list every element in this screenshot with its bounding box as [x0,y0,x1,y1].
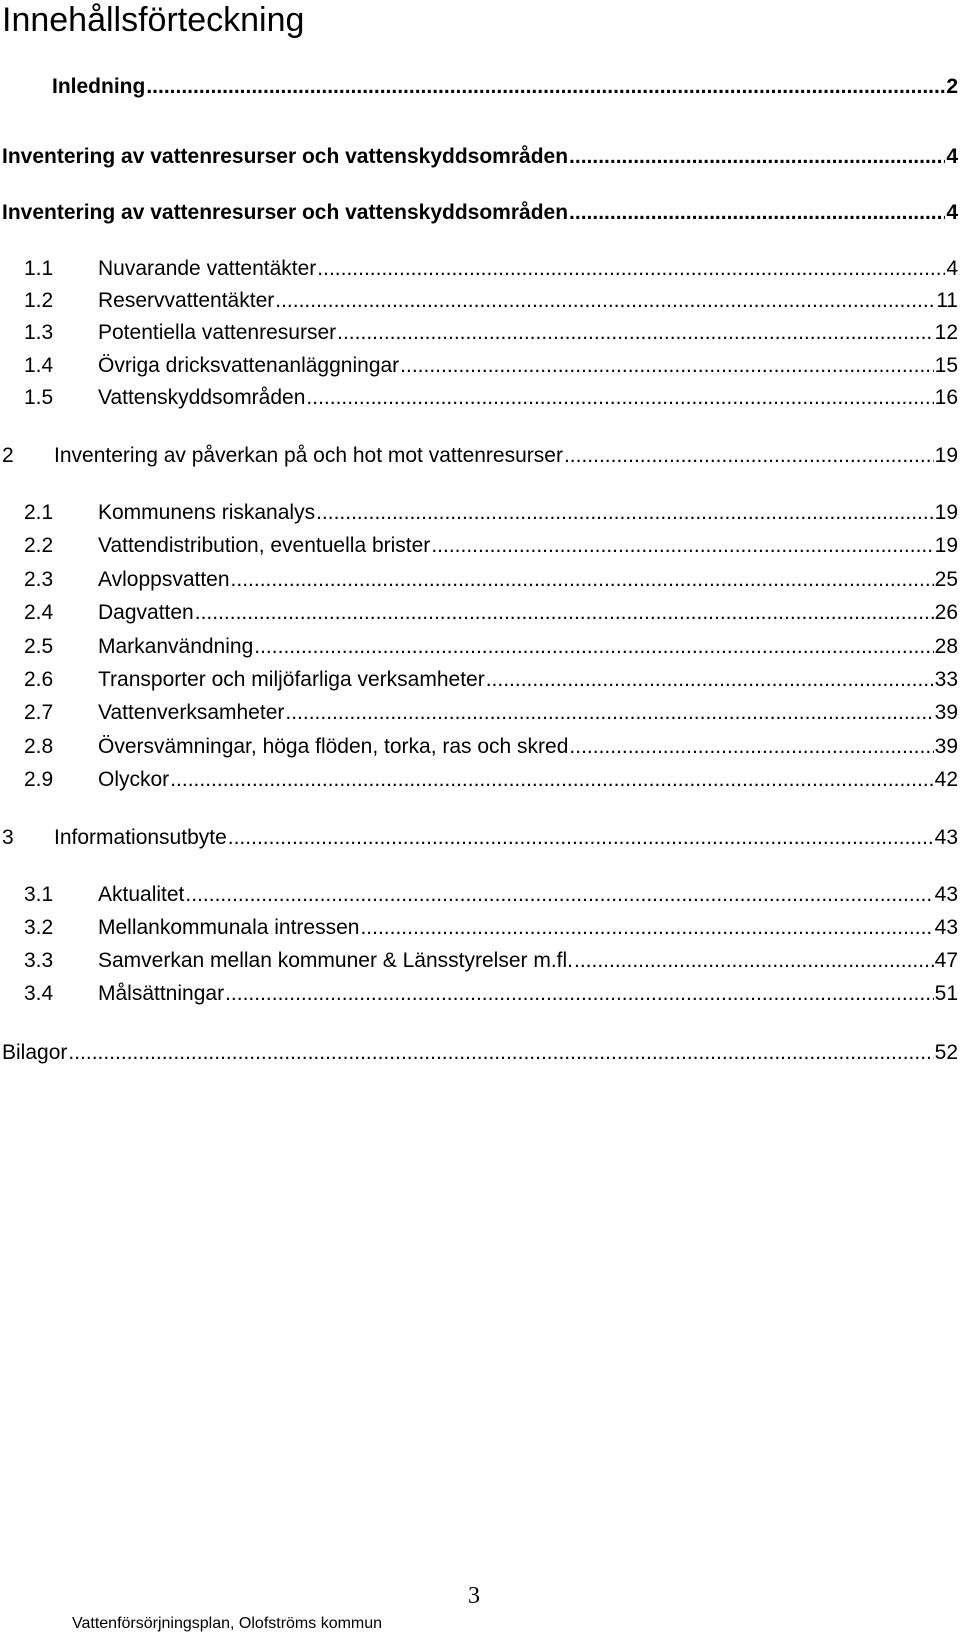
toc-entry-title: Målsättningar [98,982,225,1005]
toc-entry-number: 3 [2,826,14,849]
toc-entry-title: Vattenverksamheter [98,701,285,724]
toc-dot-leader [569,144,945,170]
toc-dot-leader [170,767,933,793]
toc-entry-number: 3.2 [24,916,54,939]
toc-entry-page: 19 [934,501,958,524]
toc-entry-page: 43 [934,916,958,939]
toc-entry-number: 3.4 [24,982,54,1005]
toc-entry-title: Aktualitet [98,883,185,906]
toc-dot-leader [185,882,933,908]
toc-entry-title: Inventering av vattenresurser och vattenskyddsområden [2,201,569,224]
toc-dot-leader [228,825,934,851]
toc-entry[interactable] [24,634,958,660]
toc-entry[interactable] [24,567,958,593]
toc-entry[interactable] [24,288,958,314]
toc-entry-page: 11 [936,289,958,312]
toc-entry[interactable] [24,600,958,626]
toc-entry[interactable] [24,385,958,411]
toc-entry[interactable] [24,256,958,282]
toc-entry-page: 43 [934,883,958,906]
page-number: 3 [468,1583,480,1609]
toc-entry[interactable] [2,1040,958,1066]
footer-text: Vattenförsörjningsplan, Olofströms kommun [72,1615,383,1632]
toc-entry[interactable] [2,825,958,851]
toc-dot-leader [574,948,934,974]
toc-entry-title: Bilagor [2,1041,68,1064]
toc-entry[interactable] [24,500,958,526]
toc-entry[interactable] [24,533,958,559]
toc-entry-title: Samverkan mellan kommuner & Länsstyrelser m.fl. [98,949,573,972]
toc-entry-title: Avloppsvatten [98,568,230,591]
toc-entry-number: 2.8 [24,735,54,758]
toc-entry-page: 19 [934,534,958,557]
toc-entry-title: Reservvattentäkter [98,289,275,312]
toc-entry-number: 2 [2,444,14,467]
toc-entry-title: Vattendistribution, eventuella brister [98,534,431,557]
toc-entry-number: 1.5 [24,386,54,409]
toc-entry-title: Dagvatten [98,601,194,624]
toc-entry-page: 26 [934,601,958,624]
toc-entry[interactable] [2,144,958,170]
toc-entry-title: Olyckor [98,768,170,791]
toc-entry-page: 4 [946,145,958,168]
toc-entry[interactable] [24,915,958,941]
toc-dot-leader [275,288,935,314]
toc-dot-leader [431,533,933,559]
toc-entry-title: Övriga dricksvattenanläggningar [98,354,400,377]
toc-entry-title: Inventering av påverkan på och hot mot vattenresurser [54,444,563,467]
toc-dot-leader [254,634,933,660]
toc-entry[interactable] [52,74,958,100]
toc-entry-page: 39 [934,735,958,758]
toc-entry-page: 43 [934,826,958,849]
toc-dot-leader [564,443,934,469]
toc-entry-page: 15 [934,354,958,377]
toc-entry-page: 28 [934,635,958,658]
toc-dot-leader [225,981,934,1007]
page-title: Innehållsförteckning [2,1,305,39]
toc-dot-leader [68,1040,933,1066]
toc-entry-number: 2.3 [24,568,54,591]
toc-entry[interactable] [2,443,958,469]
toc-entry-page: 51 [934,982,958,1005]
toc-dot-leader [316,500,934,526]
toc-dot-leader [486,667,934,693]
toc-entry[interactable] [24,353,958,379]
toc-entry-page: 2 [946,75,958,98]
toc-dot-leader [146,74,945,100]
toc-entry-number: 3.3 [24,949,54,972]
toc-dot-leader [231,567,934,593]
toc-entry[interactable] [24,948,958,974]
toc-entry-title: Mellankommunala intressen [98,916,360,939]
toc-entry[interactable] [24,700,958,726]
toc-entry-title: Markanvändning [98,635,254,658]
toc-dot-leader [195,600,934,626]
toc-entry-title: Vattenskyddsområden [98,386,306,409]
toc-entry-number: 2.6 [24,668,54,691]
toc-entry-title: Informationsutbyte [54,826,227,849]
toc-entry-page: 19 [934,444,958,467]
toc-entry-title: Inventering av vattenresurser och vattenskyddsområden [2,145,569,168]
toc-entry-number: 1.3 [24,321,54,344]
toc-entry-page: 47 [934,949,958,972]
toc-entry[interactable] [24,734,958,760]
toc-entry-number: 2.5 [24,635,54,658]
toc-entry-page: 52 [934,1041,958,1064]
toc-entry[interactable] [24,320,958,346]
toc-entry[interactable] [2,200,958,226]
toc-entry-page: 33 [934,668,958,691]
toc-entry-title: Kommunens riskanalys [98,501,316,524]
toc-entry-title: Transporter och miljöfarliga verksamheter [98,668,485,691]
toc-entry-page: 42 [934,768,958,791]
toc-entry-number: 2.2 [24,534,54,557]
toc-entry-page: 4 [946,201,958,224]
toc-dot-leader [569,200,945,226]
toc-entry-number: 3.1 [24,883,54,906]
toc-dot-leader [317,256,945,282]
toc-dot-leader [360,915,933,941]
toc-dot-leader [306,385,933,411]
toc-entry-page: 39 [934,701,958,724]
toc-dot-leader [400,353,933,379]
toc-entry-number: 1.2 [24,289,54,312]
toc-entry[interactable] [24,882,958,908]
toc-dot-leader [337,320,934,346]
toc-entry[interactable] [24,767,958,793]
toc-entry-title: Inledning [52,75,146,98]
toc-entry[interactable] [24,667,958,693]
toc-entry-number: 1.1 [24,257,54,280]
toc-dot-leader [569,734,933,760]
toc-dot-leader [285,700,933,726]
toc-entry-title: Nuvarande vattentäkter [98,257,317,280]
toc-entry-number: 1.4 [24,354,54,377]
toc-entry-page: 25 [934,568,958,591]
toc-entry-page: 16 [934,386,958,409]
toc-entry-number: 2.1 [24,501,54,524]
toc-entry-page: 4 [946,257,958,280]
toc-entry[interactable] [24,981,958,1007]
toc-entry-number: 2.9 [24,768,54,791]
toc-entry-title: Potentiella vattenresurser [98,321,337,344]
toc-entry-page: 12 [934,321,958,344]
toc-entry-number: 2.4 [24,601,54,624]
toc-entry-number: 2.7 [24,701,54,724]
toc-entry-title: Översvämningar, höga flöden, torka, ras och skred [98,735,569,758]
